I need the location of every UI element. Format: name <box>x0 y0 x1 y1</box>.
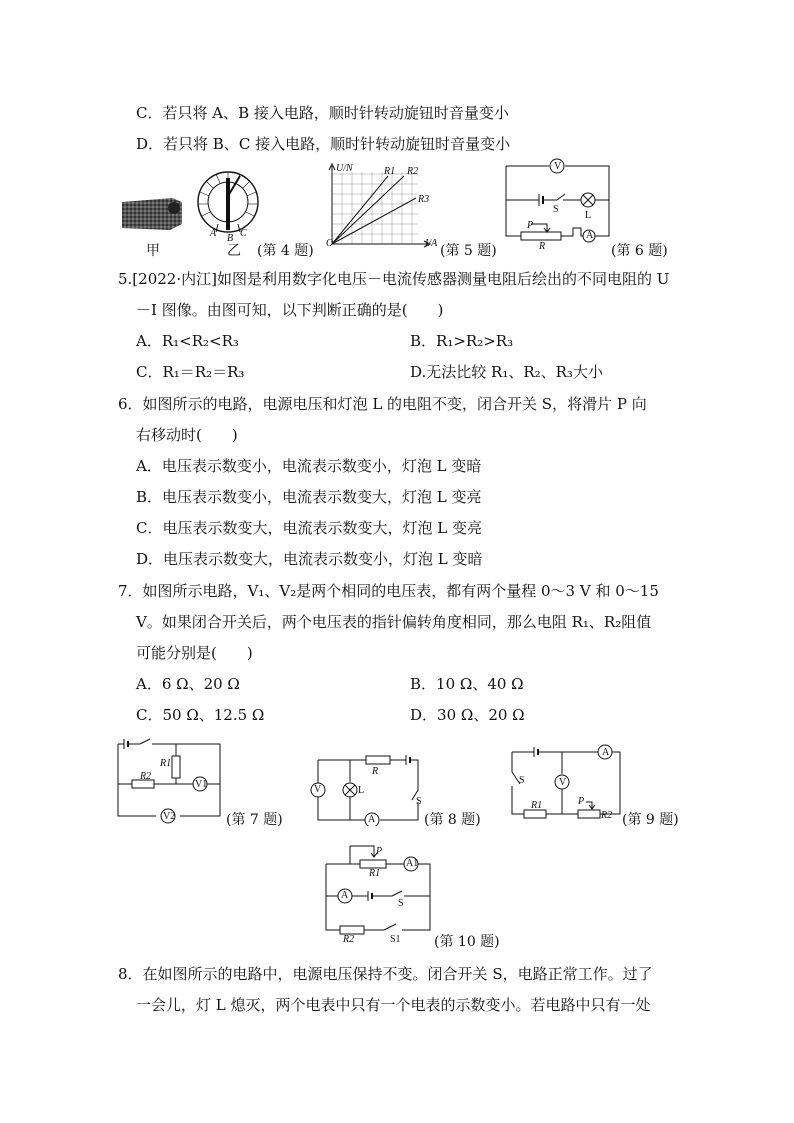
fig9-switch-label: S <box>519 775 525 786</box>
fig4-label-c: C <box>240 228 247 239</box>
fig6-slider-label: P <box>527 220 534 231</box>
q5-stem-line1: 5.[2022·内江]如图是利用数字化电压－电流传感器测量电阻后绘出的不同电阻的 U <box>118 270 670 288</box>
q7-option-b: B．10 Ω、40 Ω <box>410 675 524 693</box>
fig10-p-label: P <box>376 846 383 857</box>
fig9-caption: (第 9 题) <box>622 812 679 828</box>
q7-stem-line1: 7．如图所示电路，V₁、V₂是两个相同的电压表，都有两个量程 0～3 V 和 0～15 <box>118 582 659 600</box>
fig4-label-a: A <box>210 228 217 239</box>
fig10-circuit <box>322 842 434 942</box>
q7-stem-line2: V。如果闭合开关后，两个电压表的指针偏转角度相同，那么电阻 R₁、R₂阻值 <box>136 613 652 631</box>
q5-option-a: A．R₁<R₂<R₃ <box>136 332 239 350</box>
fig7-r2-label: R2 <box>140 771 152 782</box>
fig5-origin-label: O <box>326 238 334 249</box>
q6-option-b: B．电压表示数变小，电流表示数变大，灯泡 L 变亮 <box>136 488 482 506</box>
fig10-a1-label: A1 <box>406 858 419 869</box>
fig10-switch-s-label: S <box>398 898 404 909</box>
fig5-x-axis-label: I/A <box>425 238 438 249</box>
fig4-jia-label: 甲 <box>146 243 160 259</box>
fig8-caption: (第 8 题) <box>424 812 481 828</box>
fig7-caption: (第 7 题) <box>226 812 283 828</box>
fig7-r1-label: R1 <box>160 758 172 769</box>
q5-option-c: C．R₁＝R₂＝R₃ <box>136 363 245 381</box>
q6-option-d: D．电压表示数变大，电流表示数变小，灯泡 L 变暗 <box>136 550 483 568</box>
q4-option-c: C．若只将 A、B 接入电路，顺时针转动旋钮时音量变小 <box>136 104 509 122</box>
fig9-r1-label: R1 <box>531 800 543 811</box>
fig5-y-axis-label: U/N <box>336 163 353 174</box>
fig6-switch-label: S <box>553 204 559 215</box>
fig6-caption: (第 6 题) <box>611 243 668 259</box>
fig9-r2-label: R2 <box>601 810 613 821</box>
fig5-r3-label: R3 <box>418 194 430 205</box>
q5-stem-line2: －I 图像。由图可知，以下判断正确的是( ) <box>136 301 444 319</box>
q7-option-c: C．50 Ω、12.5 Ω <box>136 706 265 724</box>
fig8-voltmeter-label: V <box>314 784 322 795</box>
fig8-lamp-label: L <box>358 785 365 796</box>
q6-stem-line1: 6．如图所示的电路，电源电压和灯泡 L 的电阻不变，闭合开关 S，将滑片 P 向 <box>118 395 647 413</box>
fig8-switch-label: S <box>416 796 422 807</box>
fig7-v2-label: V2 <box>163 811 176 822</box>
fig6-voltmeter-label: V <box>554 161 562 172</box>
q8-stem-line1: 8．在如图所示的电路中，电源电压保持不变。闭合开关 S，电路正常工作。过了 <box>118 965 653 983</box>
fig8-ammeter-label: A <box>368 814 376 825</box>
fig7-v1-label: V1 <box>195 779 208 790</box>
fig5-r1-label: R1 <box>384 166 396 177</box>
q4-option-d: D．若只将 B、C 接入电路，顺时针转动旋钮时音量变小 <box>136 135 511 153</box>
q8-stem-line2: 一会儿，灯 L 熄灭，两个电表中只有一个电表的示数变小。若电路中只有一处 <box>136 996 651 1014</box>
q6-option-c: C．电压表示数变大，电流表示数变大，灯泡 L 变亮 <box>136 519 482 537</box>
fig8-r-label: R <box>372 766 379 777</box>
fig6-ammeter-label: A <box>586 230 594 241</box>
fig4-label-b: B <box>227 233 234 244</box>
fig10-caption: (第 10 题) <box>434 934 500 950</box>
fig5-ui-graph <box>318 162 440 252</box>
fig8-circuit <box>310 750 424 826</box>
q6-option-a: A．电压表示数变小，电流表示数变小，灯泡 L 变暗 <box>136 457 482 475</box>
fig10-r2-label: R2 <box>343 934 355 945</box>
fig10-switch-s1-label: S1 <box>390 934 401 945</box>
fig4-caption: (第 4 题) <box>257 243 314 259</box>
q5-option-d: D.无法比较 R₁、R₂、R₃大小 <box>410 363 603 381</box>
q7-stem-line3: 可能分别是( ) <box>136 644 253 662</box>
fig9-p-label: P <box>578 796 585 807</box>
q7-option-d: D．30 Ω、20 Ω <box>410 706 525 724</box>
fig4-jia-photo <box>122 196 184 232</box>
fig10-r1-label: R1 <box>369 868 381 879</box>
fig6-lamp-label: L <box>585 210 592 221</box>
fig9-voltmeter-label: V <box>559 777 567 788</box>
fig6-resistor-label: R <box>539 241 546 252</box>
fig10-ammeter-label: A <box>341 890 349 901</box>
fig4-yi-label: 乙 <box>227 243 241 259</box>
fig9-ammeter-label: A <box>602 747 610 758</box>
fig5-r2-label: R2 <box>407 166 419 177</box>
fig5-caption: (第 5 题) <box>440 243 497 259</box>
q5-option-b: B．R₁>R₂>R₃ <box>410 332 514 350</box>
q6-stem-line2: 右移动时( ) <box>136 426 238 444</box>
q7-option-a: A．6 Ω、20 Ω <box>136 675 240 693</box>
